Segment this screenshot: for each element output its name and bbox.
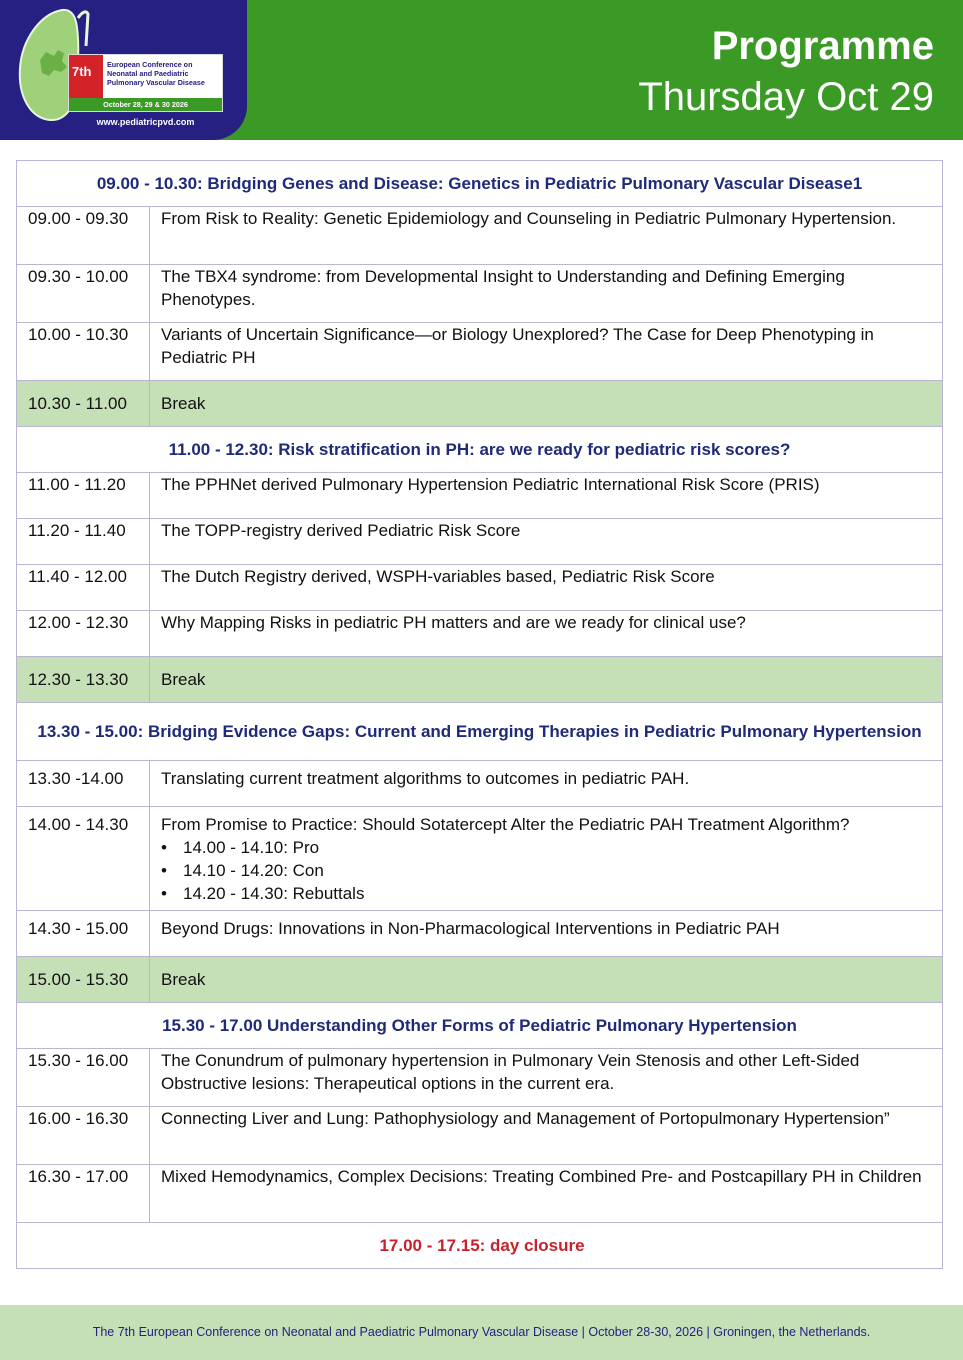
session-time: 10.00 - 10.30	[17, 323, 150, 381]
session-header	[17, 161, 943, 207]
closing-label: 17.00 - 17.15: day closure	[17, 1223, 943, 1269]
break-row	[17, 381, 943, 427]
session-time: 16.00 - 16.30	[17, 1107, 150, 1165]
list-item: • 14.20 - 14.30: Rebuttals	[161, 882, 936, 905]
talk-title: The Conundrum of pulmonary hypertension in Pulmonary Vein Stenosis and other Left-Sided Obstructive lesions: Therapeutical options in the current era.	[150, 1049, 943, 1107]
talk-title: Why Mapping Risks in pediatric PH matters and are we ready for clinical use?	[150, 611, 943, 657]
talk-title: From Risk to Reality: Genetic Epidemiology and Counseling in Pediatric Pulmonary Hypertension.	[150, 207, 943, 265]
conference-dates: October 28, 29 & 30 2026	[69, 98, 222, 111]
break-time: 12.30 - 13.30	[17, 657, 150, 703]
session-header	[17, 427, 943, 473]
session-title: 09.00 - 10.30: Bridging Genes and Disease: Genetics in Pediatric Pulmonary Vascular Disease1	[17, 161, 943, 207]
table-row	[17, 611, 943, 657]
session-title: 15.30 - 17.00 Understanding Other Forms of Pediatric Pulmonary Hypertension	[17, 1003, 943, 1049]
session-title: 11.00 - 12.30: Risk stratification in PH: are we ready for pediatric risk scores?	[17, 427, 943, 473]
session-header	[17, 1003, 943, 1049]
break-label: Break	[150, 381, 943, 427]
break-time: 15.00 - 15.30	[17, 957, 150, 1003]
conference-name: European Conference on Neonatal and Paediatric Pulmonary Vascular Disease	[107, 60, 205, 87]
table-row	[17, 265, 943, 323]
talk-title: From Promise to Practice: Should Sotatercept Alter the Pediatric PAH Treatment Algorithm?	[161, 815, 850, 834]
conference-card	[68, 54, 223, 112]
session-time: 09.30 - 10.00	[17, 265, 150, 323]
table-row	[17, 207, 943, 265]
session-time: 14.00 - 14.30	[17, 807, 150, 911]
table-row	[17, 807, 943, 911]
session-header	[17, 703, 943, 761]
page-header	[0, 0, 963, 140]
session-time: 11.20 - 11.40	[17, 519, 150, 565]
page-subtitle: Thursday Oct 29	[638, 75, 934, 119]
table-row	[17, 1107, 943, 1165]
table-row	[17, 519, 943, 565]
table-row	[17, 761, 943, 807]
session-time: 14.30 - 15.00	[17, 911, 150, 957]
break-row	[17, 957, 943, 1003]
edition-label: 7th	[72, 64, 92, 79]
page-footer: The 7th European Conference on Neonatal and Paediatric Pulmonary Vascular Disease | October 28-30, 2026 | Groningen, the Netherlands.	[0, 1305, 963, 1360]
talk-title: Translating current treatment algorithms to outcomes in pediatric PAH.	[150, 761, 943, 807]
closing-row	[17, 1223, 943, 1269]
conference-logo	[0, 0, 247, 140]
talk-title: The Dutch Registry derived, WSPH-variables based, Pediatric Risk Score	[150, 565, 943, 611]
session-time: 09.00 - 09.30	[17, 207, 150, 265]
break-label: Break	[150, 957, 943, 1003]
table-row	[17, 565, 943, 611]
table-row	[17, 1049, 943, 1107]
talk-title: The TOPP-registry derived Pediatric Risk Score	[150, 519, 943, 565]
break-row	[17, 657, 943, 703]
programme-table	[16, 160, 943, 1269]
website-link[interactable]: www.pediatricpvd.com	[96, 117, 195, 127]
break-time: 10.30 - 11.00	[17, 381, 150, 427]
session-time: 11.00 - 11.20	[17, 473, 150, 519]
talk-title: The PPHNet derived Pulmonary Hypertension Pediatric International Risk Score (PRIS)	[150, 473, 943, 519]
page-title: Programme	[711, 24, 934, 68]
table-row	[17, 473, 943, 519]
session-time: 15.30 - 16.00	[17, 1049, 150, 1107]
session-time: 13.30 -14.00	[17, 761, 150, 807]
session-title: 13.30 - 15.00: Bridging Evidence Gaps: Current and Emerging Therapies in Pediatric Pulmonary Hypertension	[17, 703, 943, 761]
sub-slot-list	[161, 836, 936, 905]
talk-title: The TBX4 syndrome: from Developmental Insight to Understanding and Defining Emerging Phenotypes.	[150, 265, 943, 323]
list-item: • 14.00 - 14.10: Pro	[161, 836, 936, 859]
list-item: • 14.10 - 14.20: Con	[161, 859, 936, 882]
session-time: 12.00 - 12.30	[17, 611, 150, 657]
edition-badge	[69, 55, 103, 99]
session-time: 11.40 - 12.00	[17, 565, 150, 611]
table-row	[17, 911, 943, 957]
talk-cell	[150, 807, 943, 911]
talk-title: Mixed Hemodynamics, Complex Decisions: Treating Combined Pre- and Postcapillary PH in Children	[150, 1165, 943, 1223]
break-label: Break	[150, 657, 943, 703]
talk-title: Connecting Liver and Lung: Pathophysiology and Management of Portopulmonary Hypertension”	[150, 1107, 943, 1165]
table-row	[17, 1165, 943, 1223]
session-time: 16.30 - 17.00	[17, 1165, 150, 1223]
talk-title: Variants of Uncertain Significance—or Biology Unexplored? The Case for Deep Phenotyping in Pediatric PH	[150, 323, 943, 381]
talk-title: Beyond Drugs: Innovations in Non-Pharmacological Interventions in Pediatric PAH	[150, 911, 943, 957]
table-row	[17, 323, 943, 381]
